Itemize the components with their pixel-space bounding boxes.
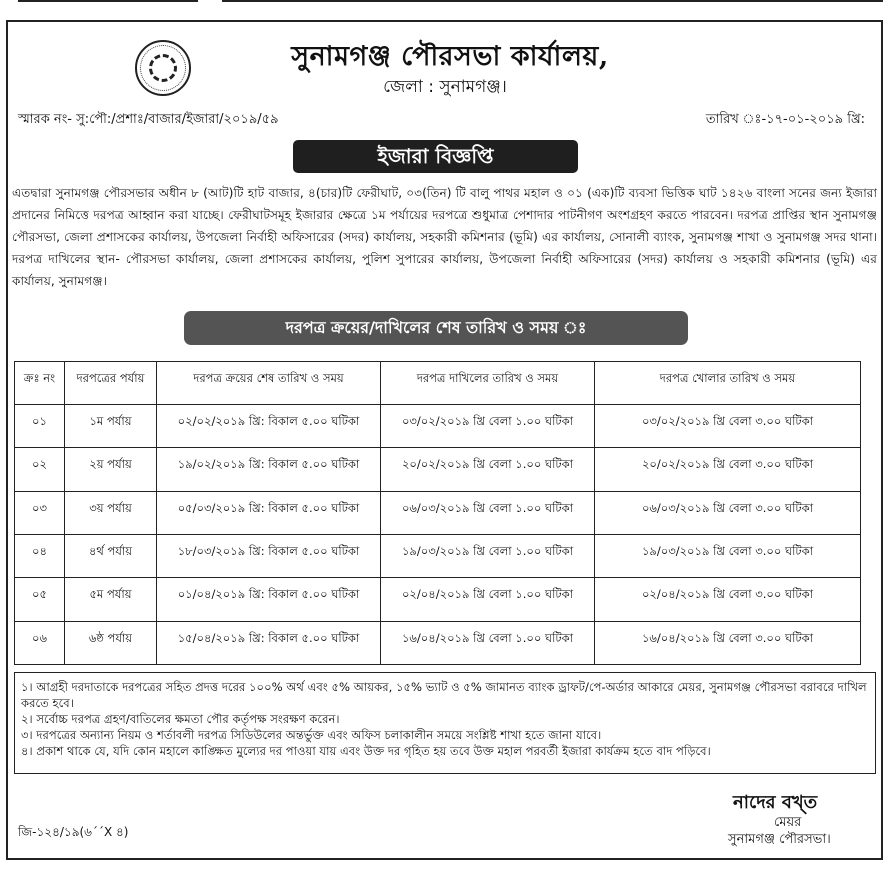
table-row bbox=[15, 621, 861, 664]
cell-purchase: ০২/০২/২০১৯ খ্রি: বিকাল ৫.০০ ঘটিকা bbox=[157, 405, 381, 448]
term-item: ৪। প্রকাশ থাকে যে, যদি কোন মহালে কাঙ্ক্ষিত মুল্যের দর পাওয়া যায় এবং উক্ত দর গৃহিত হয় তবে উক্ত মহাল পরবর্তী ইজারা কার্যক্রম হতে বাদ পড়িবে। bbox=[21, 744, 711, 758]
cell-purchase: ০১/০৪/২০১৯ খ্রি: বিকাল ৫.০০ ঘটিকা bbox=[157, 578, 381, 621]
cell-submission: ০৩/০২/২০১৯ খ্রি বেলা ১.০০ ঘটিকা bbox=[381, 405, 595, 448]
cell-phase: ১ম পর্যায় bbox=[65, 405, 157, 448]
col-submission: দরপত্র দাখিলের তারিখ ও সময় bbox=[381, 362, 595, 405]
office-title: সুনামগঞ্জ পৌরসভা কার্যালয়, bbox=[291, 41, 609, 72]
signatory-role: মেয়র bbox=[774, 815, 802, 830]
cell-submission: ১৬/০৪/২০১৯ খ্রি বেলা ১.০০ ঘটিকা bbox=[381, 621, 595, 664]
cell-serial: ০৬ bbox=[15, 621, 65, 664]
signatory-name: নাদের বখ্ত bbox=[733, 792, 818, 813]
cell-serial: ০৫ bbox=[15, 578, 65, 621]
schedule-table bbox=[14, 361, 861, 665]
cell-opening: ০৬/০৩/২০১৯ খ্রি বেলা ৩.০০ ঘটিকা bbox=[595, 491, 861, 534]
cell-serial: ০২ bbox=[15, 448, 65, 491]
cell-opening: ১৬/০৪/২০১৯ খ্রি বেলা ৩.০০ ঘটিকা bbox=[595, 621, 861, 664]
terms-box bbox=[14, 672, 876, 774]
cell-submission: ০২/০৪/২০১৯ খ্রি বেলা ১.০০ ঘটিকা bbox=[381, 578, 595, 621]
table-row bbox=[15, 448, 861, 491]
cell-purchase: ০৫/০৩/২০১৯ খ্রি: বিকাল ৫.০০ ঘটিকা bbox=[157, 491, 381, 534]
cell-phase: ২য় পর্যায় bbox=[65, 448, 157, 491]
district-line: জেলা : সুনামগঞ্জ। bbox=[383, 77, 507, 97]
schedule-heading: দরপত্র ক্রয়ের/দাখিলের শেষ তারিখ ও সময় ঃ bbox=[184, 311, 688, 345]
cell-serial: ০১ bbox=[15, 405, 65, 448]
table-row bbox=[15, 405, 861, 448]
cell-serial: ০৩ bbox=[15, 491, 65, 534]
cell-phase: ৩য় পর্যায় bbox=[65, 491, 157, 534]
cell-opening: ০৩/০২/২০১৯ খ্রি বেলা ৩.০০ ঘটিকা bbox=[595, 405, 861, 448]
memo-number: স্মারক নং- সু:পৌ:/প্রশাঃ/বাজার/ইজারা/২০১৯/৫৯ bbox=[18, 112, 279, 127]
col-opening: দরপত্র খোলার তারিখ ও সময় bbox=[595, 362, 861, 405]
term-item: ২। সর্বোচ্চ দরপত্র গ্রহণ/বাতিলের ক্ষমতা পৌর কর্তৃপক্ষ সংরক্ষণ করেন। bbox=[21, 712, 340, 726]
cell-submission: ১৯/০৩/২০১৯ খ্রি বেলা ১.০০ ঘটিকা bbox=[381, 534, 595, 577]
cell-opening: ০২/০৪/২০১৯ খ্রি বেলা ৩.০০ ঘটিকা bbox=[595, 578, 861, 621]
term-item: ৩। দরপত্রের অন্যান্য নিয়ম ও শর্তাবলী দরপত্র সিডিউলের অন্তর্ভুক্ত এবং অফিস চলাকালীন সময়ে সংশ্লিষ্ট শাখা হতে জানা যাবে। bbox=[21, 728, 602, 742]
cell-purchase: ১৮/০৩/২০১৯ খ্রি: বিকাল ৫.০০ ঘটিকা bbox=[157, 534, 381, 577]
notice-date: তারিখ ঃ-১৭-০১-২০১৯ খ্রি: bbox=[705, 112, 865, 127]
signatory-org: সুনামগঞ্জ পৌরসভা। bbox=[728, 832, 831, 847]
term-item: ১। আগ্রহী দরদাতাকে দরপত্রের সহিত প্রদত্ত দরের ১০০% অর্থ এবং ৫% আয়কর, ১৫% ভ্যাট ও ৫% জামানত ব্যাংক ড্রাফট/পে-অর্ডার আকারে মেয়র, সুনামগঞ্জ পৌরসভা বরাবরে দাখিল করতে হবে। bbox=[21, 680, 867, 710]
table-row bbox=[15, 578, 861, 621]
table-row bbox=[15, 534, 861, 577]
cell-purchase: ১৫/০৪/২০১৯ খ্রি: বিকাল ৫.০০ ঘটিকা bbox=[157, 621, 381, 664]
col-serial: ক্রঃ নং bbox=[15, 362, 65, 405]
municipality-seal-icon bbox=[135, 40, 191, 96]
notice-title: ইজারা বিজ্ঞপ্তি bbox=[293, 140, 578, 173]
col-purchase-deadline: দরপত্র ক্রয়ের শেষ তারিখ ও সময় bbox=[157, 362, 381, 405]
cell-opening: ২০/০২/২০১৯ খ্রি বেলা ৩.০০ ঘটিকা bbox=[595, 448, 861, 491]
table-row bbox=[15, 491, 861, 534]
cell-phase: ৫ম পর্যায় bbox=[65, 578, 157, 621]
ad-reference: জি-১২৪/১৯(৬´´X ৪) bbox=[18, 825, 129, 839]
notice-body: এতদ্বারা সুনামগঞ্জ পৌরসভার অধীন ৮ (আট)টি হাট বাজার, ৪(চার)টি ফেরীঘাট, ০৩(তিন) টি বালু পাথর মহাল ও ০১ (এক)টি ব্যবসা ভিত্তিক ঘাট ১৪২৬ বাংলা সনের জন্য ইজারা প্রদানের নিমিত্তে দরপত্র আহ্বান করা যাচ্ছে। ফেরীঘাটসমূহ ইজারার ক্ষেত্রে ১ম পর্যায়ের দরপত্রে শুধুমাত্র পেশাদার পাটনীগণ অংশগ্রহণ করতে পারবেন। দরপত্র প্রাপ্তির স্থান সুনামগঞ্জ পৌরসভা, জেলা প্রশাসকের কার্যালয়, উপজেলা নির্বাহী অফিসারের (সদর) কার্যালয়, সহকারী কমিশনার (ভূমি) এর কার্যালয়, সোনালী ব্যাংক, সুনামগঞ্জ শাখা ও সুনামগঞ্জ সদর থানা। দরপত্র দাখিলের স্থান- পৌরসভা কার্যালয়, জেলা প্রশাসকের কার্যালয়, পুলিশ সুপারের কার্যালয়, উপজেলা নির্বাহী অফিসারের (সদর) কার্যালয় ও সহকারী কমিশনার (ভূমি) এর কার্যালয়, সুনামগঞ্জ। bbox=[12, 186, 877, 288]
cell-phase: ৪র্থ পর্যায় bbox=[65, 534, 157, 577]
seal-gear bbox=[149, 54, 177, 82]
top-rule-right bbox=[222, 0, 883, 2]
cell-serial: ০৪ bbox=[15, 534, 65, 577]
cell-phase: ৬ষ্ঠ পর্যায় bbox=[65, 621, 157, 664]
cell-submission: ০৬/০৩/২০১৯ খ্রি বেলা ১.০০ ঘটিকা bbox=[381, 491, 595, 534]
col-phase: দরপত্রের পর্যায় bbox=[65, 362, 157, 405]
table-header-row bbox=[15, 362, 861, 405]
cell-purchase: ১৯/০২/২০১৯ খ্রি: বিকাল ৫.০০ ঘটিকা bbox=[157, 448, 381, 491]
cell-submission: ২০/০২/২০১৯ খ্রি বেলা ১.০০ ঘটিকা bbox=[381, 448, 595, 491]
top-rule-left bbox=[18, 0, 198, 2]
cell-opening: ১৯/০৩/২০১৯ খ্রি বেলা ৩.০০ ঘটিকা bbox=[595, 534, 861, 577]
